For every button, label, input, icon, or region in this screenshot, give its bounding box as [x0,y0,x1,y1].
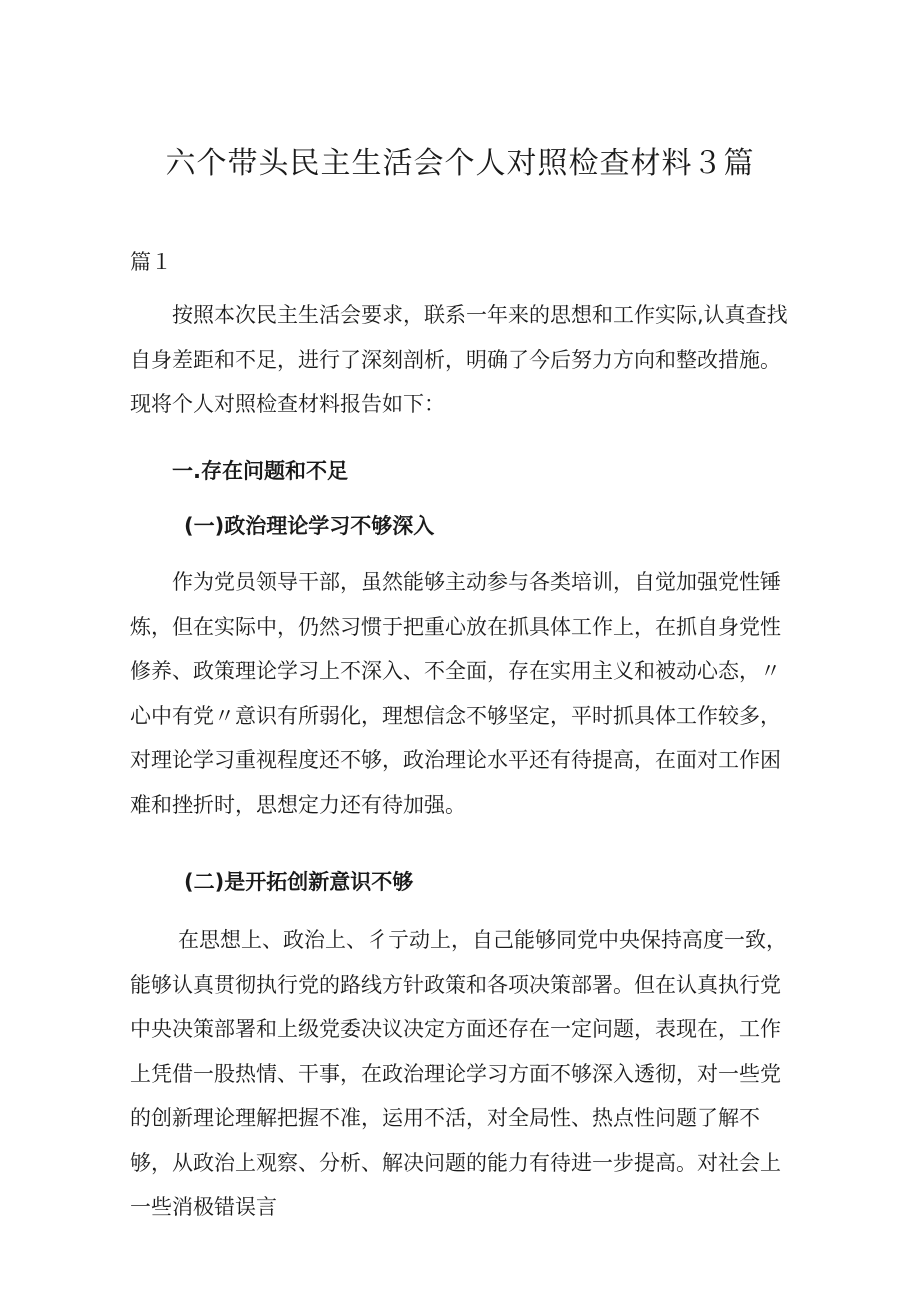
document-title: 六个带头民主生活会个人对照检查材料３篇 [165,146,755,182]
subheading-innovation: (二)是开拓创新意识不够 [184,870,414,894]
paragraph-theory-study: 作为党员领导干部，虽然能够主动参与各类培训，自觉加强党性锤炼，但在实际中，仍然习惯于把重心放在抓具体工作上，在抓自身党性修养、政策理论学习上不深入、不全面，存在实用主义和被动心态，〃心中有党〃意识有所弱化，理想信念不够坚定，平时抓具体工作较多，对理论学习重视程度还不够，政治理论水平还有待提高，在面对工作困难和挫折时，思想定力还有待加强。 [130,570,781,817]
intro-paragraph: 按照本次民主生活会要求，联系一年来的思想和工作实际,认真查找自身差距和不足，进行了深刻剖析，明确了今后努力方向和整改措施。现将个人对照检查材料报告如下： [130,303,788,416]
heading-problems: 一.存在问题和不足 [172,459,348,483]
section-label: 篇１ [130,250,172,274]
subheading-theory-study: (一)政治理论学习不够深入 [184,514,435,538]
paragraph-innovation: 在思想上、政治上、彳亍动上，自己能够同党中央保持高度一致，能够认真贯彻执行党的路线方针政策和各项决策部署。但在认真执行党中央决策部署和上级党委决议决定方面还存在一定问题，表现在，工作上凭借一股热情、干事，在政治理论学习方面不够深入透彻，对一些党的创新理论理解把握不准，运用不活，对全局性、热点性问题了解不够，从政治上观察、分析、解决问题的能力有待进一步提高。对社会上一些消极错误言 [130,928,787,1219]
